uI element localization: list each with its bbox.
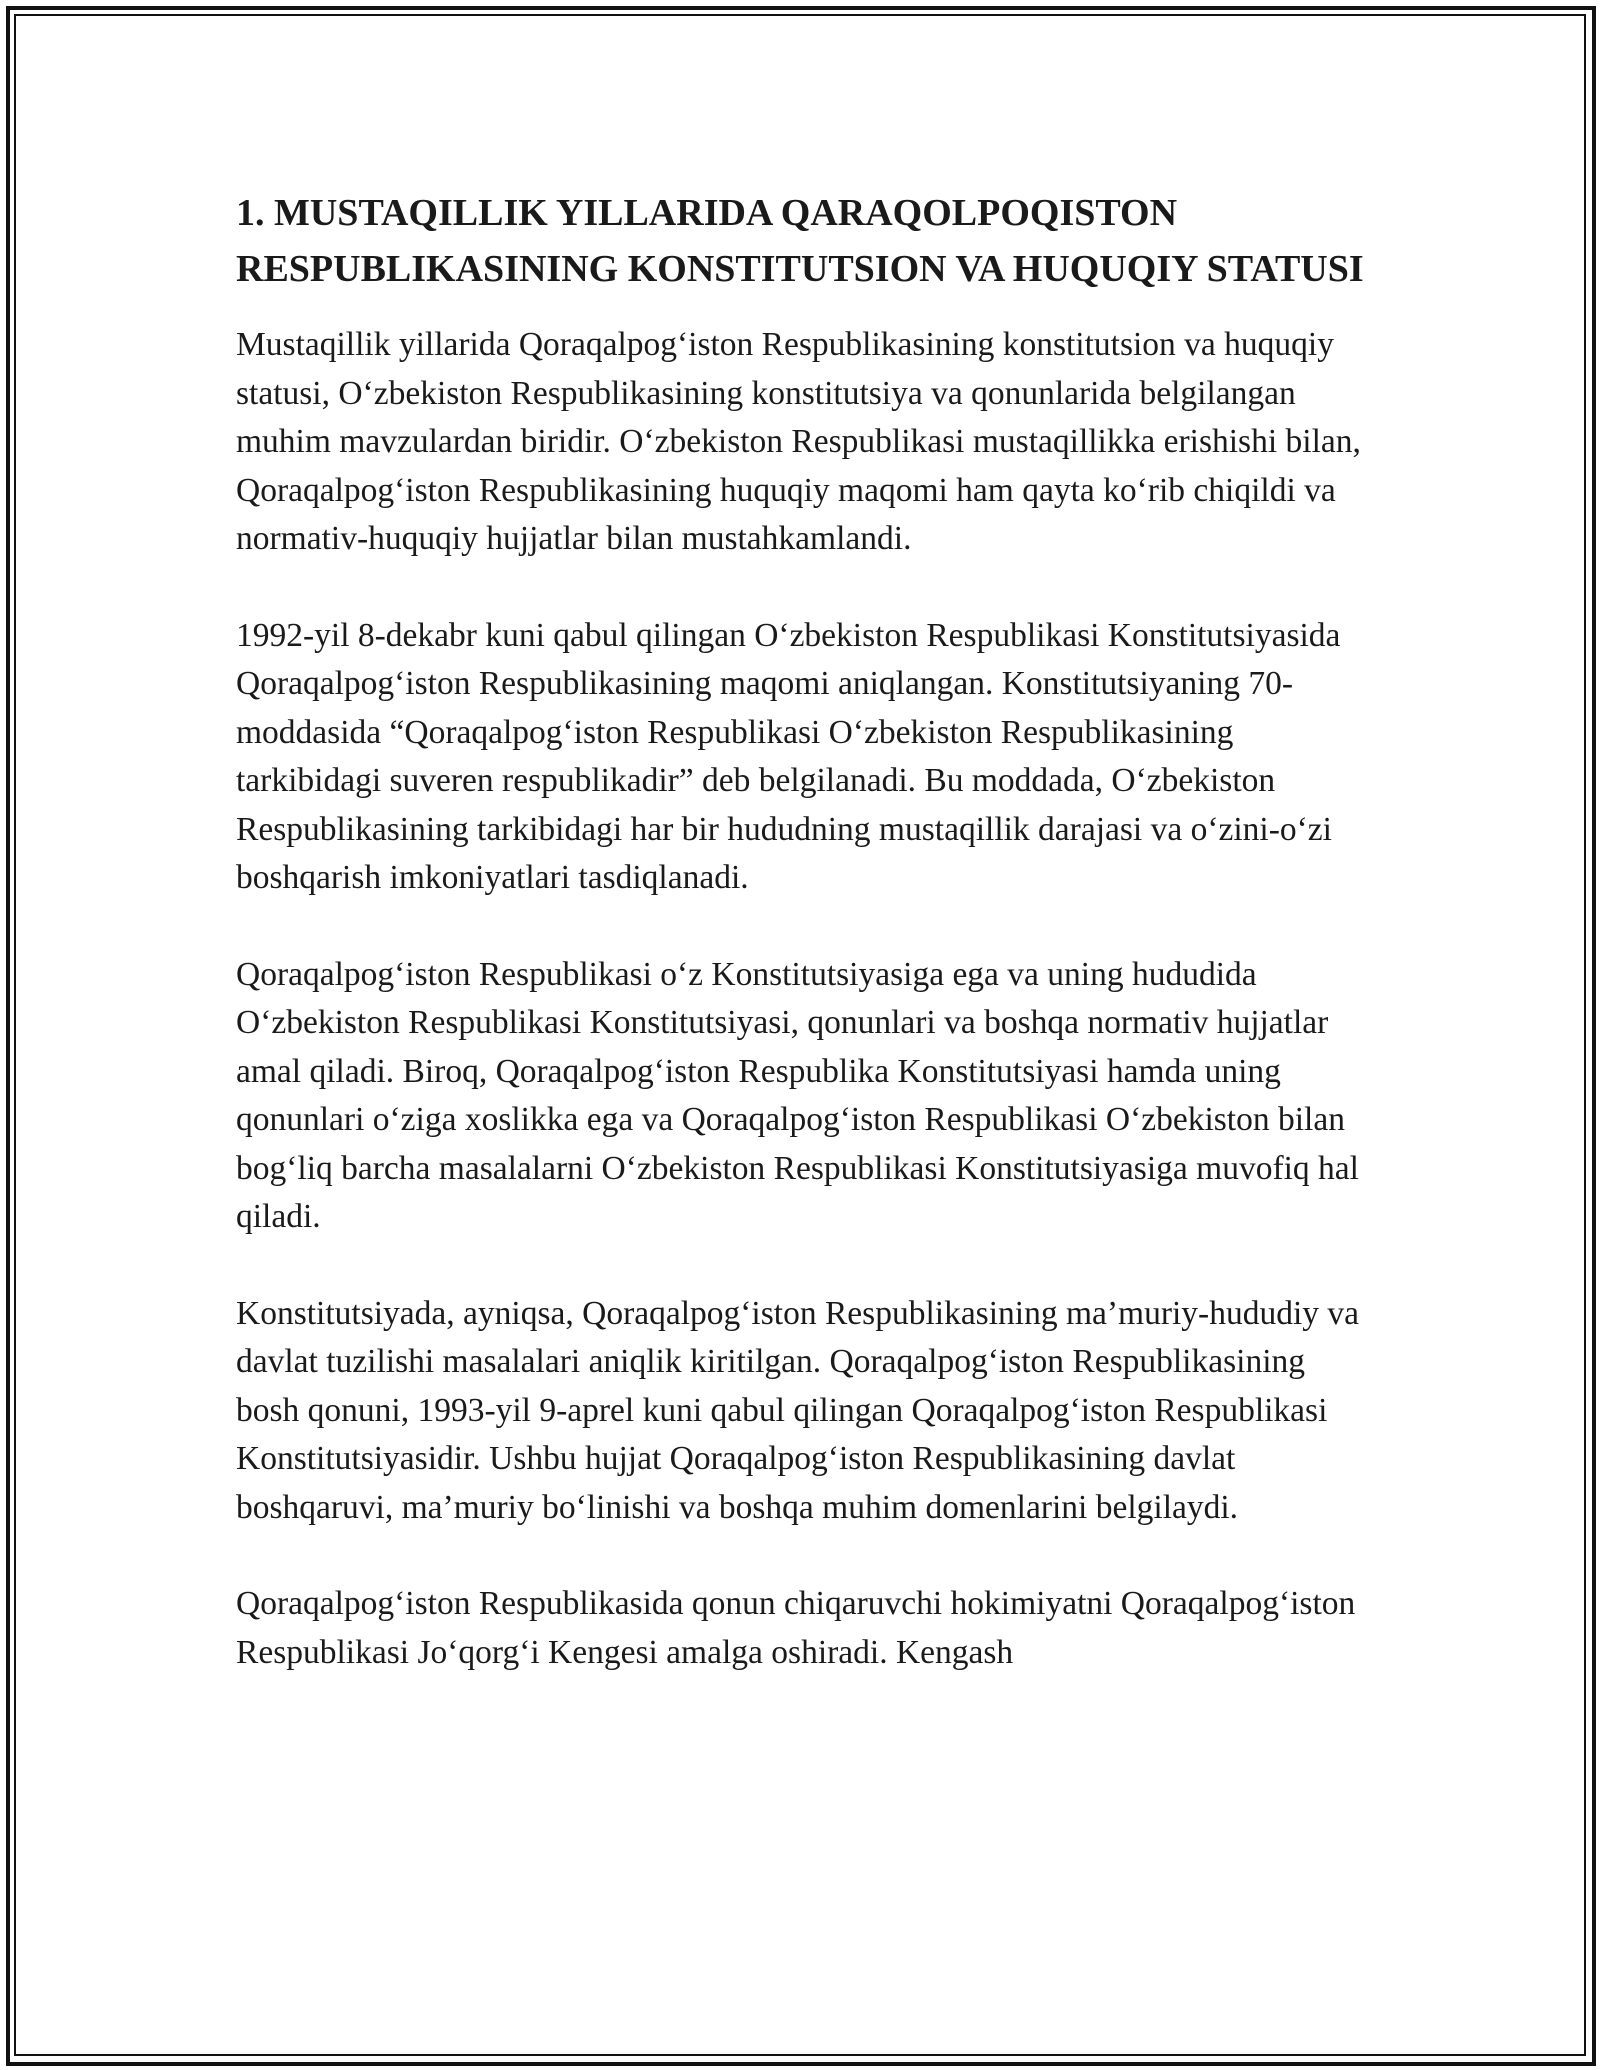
document-body [236,185,1366,1725]
document-title: 1. MUSTAQILLIK YILLARIDA QARAQOLPOQISTON RESPUBLIKASINING KONSTITUTSION VA HUQUQIY STATUSI [236,192,1364,290]
paragraph-4: Konstitutsiyada, ayniqsa, Qoraqalpog‘iston Respublikasining ma’muriy-hududiy va davlat tuzilishi masalalari aniqlik kiritilgan. Qoraqalpog‘iston Respublikasining bosh qonuni, 1993-yil 9-aprel kuni qabul qilingan Qoraqalpog‘iston Respublikasi Konstitutsiyasidir. Ushbu hujjat Qoraqalpog‘iston Respublikasining davlat boshqaruvi, ma’muriy bo‘linishi va boshqa muhim domenlarini belgilaydi. [236,1294,1360,1526]
paragraph-3: Qoraqalpog‘iston Respublikasi o‘z Konstitutsiyasiga ega va uning hududida O‘zbekiston Respublikasi Konstitutsiyasi, qonunlari va boshqa normativ hujjatlar amal qiladi. Biroq, Qoraqalpog‘iston Respublika Konstitutsiyasi hamda uning qonunlari o‘ziga xoslikka ega va Qoraqalpog‘iston Respublikasi O‘zbekiston bilan bog‘liq barcha masalalarni O‘zbekiston Respublikasi Konstitutsiyasiga muvofiq hal qiladi. [236,955,1359,1235]
paragraph-2: 1992-yil 8-dekabr kuni qabul qilingan O‘zbekiston Respublikasi Konstitutsiyasida Qoraqalpog‘iston Respublikasining maqomi aniqlangan. Konstitutsiyaning 70-moddasida “Qoraqalpog‘iston Respublikasi O‘zbekiston Respublikasining tarkibidagi suveren respublikadir” deb belgilanadi. Bu moddada, O‘zbekiston Respublikasining tarkibidagi har bir hududning mustaqillik darajasi va o‘zini-o‘zi boshqarish imkoniyatlari tasdiqlanadi. [236,616,1341,896]
paragraph-5: Qoraqalpog‘iston Respublikasida qonun chiqaruvchi hokimiyatni Qoraqalpog‘iston Respublikasi Jo‘qorg‘i Kengesi amalga oshiradi. Kengash [236,1585,1356,1671]
paragraph-1: Mustaqillik yillarida Qoraqalpog‘iston Respublikasining konstitutsion va huquqiy statusi, O‘zbekiston Respublikasining konstitutsiya va qonunlarida belgilangan muhim mavzulardan biridir. O‘zbekiston Respublikasi mustaqillikka erishishi bilan, Qoraqalpog‘iston Respublikasining huquqiy maqomi ham qayta ko‘rib chiqildi va normativ-huquqiy hujjatlar bilan mustahkamlandi. [236,326,1361,557]
